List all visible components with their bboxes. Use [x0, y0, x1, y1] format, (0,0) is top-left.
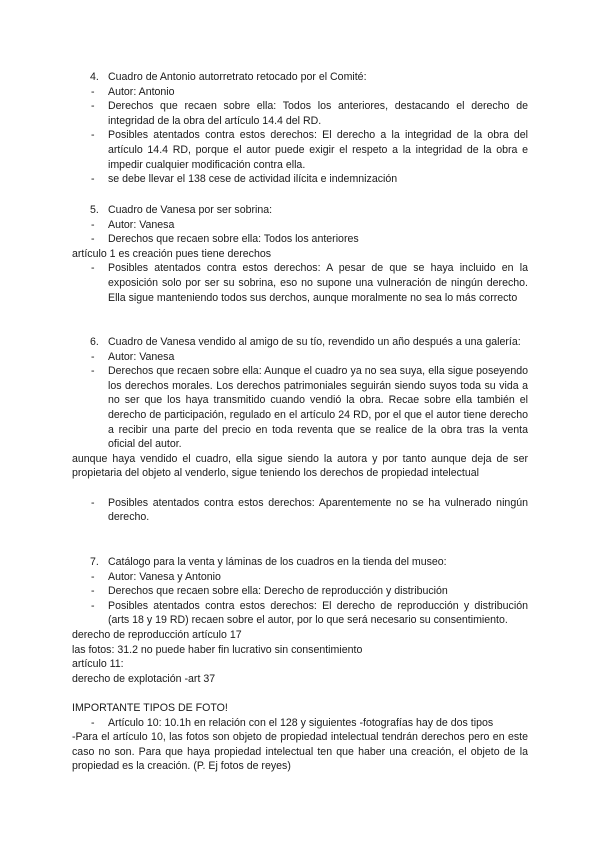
section-6-heading: [0, 335, 528, 350]
annotation-note: las fotos: 31.2 no puede haber fin lucrativo sin consentimiento: [72, 643, 363, 656]
section-7: [0, 555, 600, 686]
section-title: Catálogo para la venta y láminas de los cuadros en la tienda del museo:: [108, 556, 447, 568]
section-title: Cuadro de Antonio autorretrato retocado por el Comité:: [108, 71, 367, 83]
annotation-note: derecho de reproducción artículo 17: [72, 628, 242, 641]
list-item: - Posibles atentados contra estos derechos: Aparentemente no se ha vulnerado ningún derecho.: [91, 496, 528, 524]
list-item: - Derechos que recaen sobre ella: Todos los anteriores, destacando el derecho de integridad de la obra del artículo 14.4 del RD.: [91, 100, 528, 127]
section-5: [0, 203, 600, 305]
section-4-heading: [0, 70, 528, 85]
list-item: - Autor: Vanesa: [91, 218, 175, 231]
photo-types-section: [0, 701, 600, 774]
annotation-note: derecho de explotación -art 37: [72, 672, 216, 685]
list-item: - se debe llevar el 138 cese de actividad ilícita e indemnización: [91, 173, 398, 186]
list-item: - Derechos que recaen sobre ella: Todos los anteriores: [91, 233, 359, 246]
section-title: Cuadro de Vanesa vendido al amigo de su tío, revendido un año después a una galería:: [108, 336, 521, 348]
list-item: - Autor: Vanesa: [91, 350, 175, 363]
annotation-note: artículo 1 es creación pues tiene derechos: [72, 247, 272, 260]
list-item: - Autor: Antonio: [91, 85, 175, 98]
annotation-note: aunque haya vendido el cuadro, ella sigue siendo la autora y por tanto aunque deja de ser propietaria del objeto al venderlo, sigue teniendo los derechos de propiedad intelectual: [72, 452, 528, 480]
list-item: - Derechos que recaen sobre ella: Aunque el cuadro ya no sea suya, ella sigue poseyendo los derechos morales. Los derechos patrimoniales seguirán siendo suyos toda su vida a no ser que los haya transmitido cuando vendió la obra. Recae sobre ella también el derecho de participación, regulado en el artículo 24 RD, por el que el autor tiene derecho a recibir una parte del precio en toda reventa que se realice de la obra tras la venta oficial del autor.: [91, 365, 528, 451]
item-number: 6.: [90, 336, 99, 348]
annotation-note: artículo 11:: [72, 658, 124, 671]
paragraph: -Para el artículo 10, las fotos son objeto de propiedad intelectual tendrán derechos pero en este caso no son. Para que haya propiedad intelectual ten que haber una creación, el objeto de la propiedad es la creación. (P. Ej fotos de reyes): [72, 731, 528, 773]
list-item: - Artículo 10: 10.1h en relación con el 128 y siguientes -fotografías hay de dos tipos: [91, 716, 494, 729]
list-item: - Posibles atentados contra estos derechos: El derecho a la integridad de la obra del artículo 14.4 RD, porque el autor puede exigir el respeto a la integridad de la obra e impedir cualquier modificación contra ella.: [91, 129, 528, 171]
section-title: Cuadro de Vanesa por ser sobrina:: [108, 204, 273, 216]
list-item: - Posibles atentados contra estos derechos: El derecho de reproducción y distribución (arts 18 y 19 RD) recaen sobre el autor, por lo que será necesario su consentimiento.: [91, 599, 528, 627]
section-5-heading: [0, 203, 528, 218]
section-7-heading: [0, 555, 528, 570]
list-item: - Posibles atentados contra estos derechos: A pesar de que se haya incluido en la exposición solo por ser su sobrina, eso no supone una vulneración de ningún derecho. Ella sigue manteniendo todos sus derchos, aunque moralmente no sea lo más correcto: [91, 262, 528, 304]
list-item: - Derechos que recaen sobre ella: Derecho de reproducción y distribución: [91, 585, 448, 598]
section-6: [0, 335, 600, 525]
item-number: 7.: [90, 556, 99, 568]
section-heading: IMPORTANTE TIPOS DE FOTO!: [72, 702, 228, 714]
section-4: [0, 70, 600, 187]
list-item: - Autor: Vanesa y Antonio: [91, 570, 221, 583]
item-number: 4.: [90, 71, 99, 83]
item-number: 5.: [90, 204, 99, 216]
